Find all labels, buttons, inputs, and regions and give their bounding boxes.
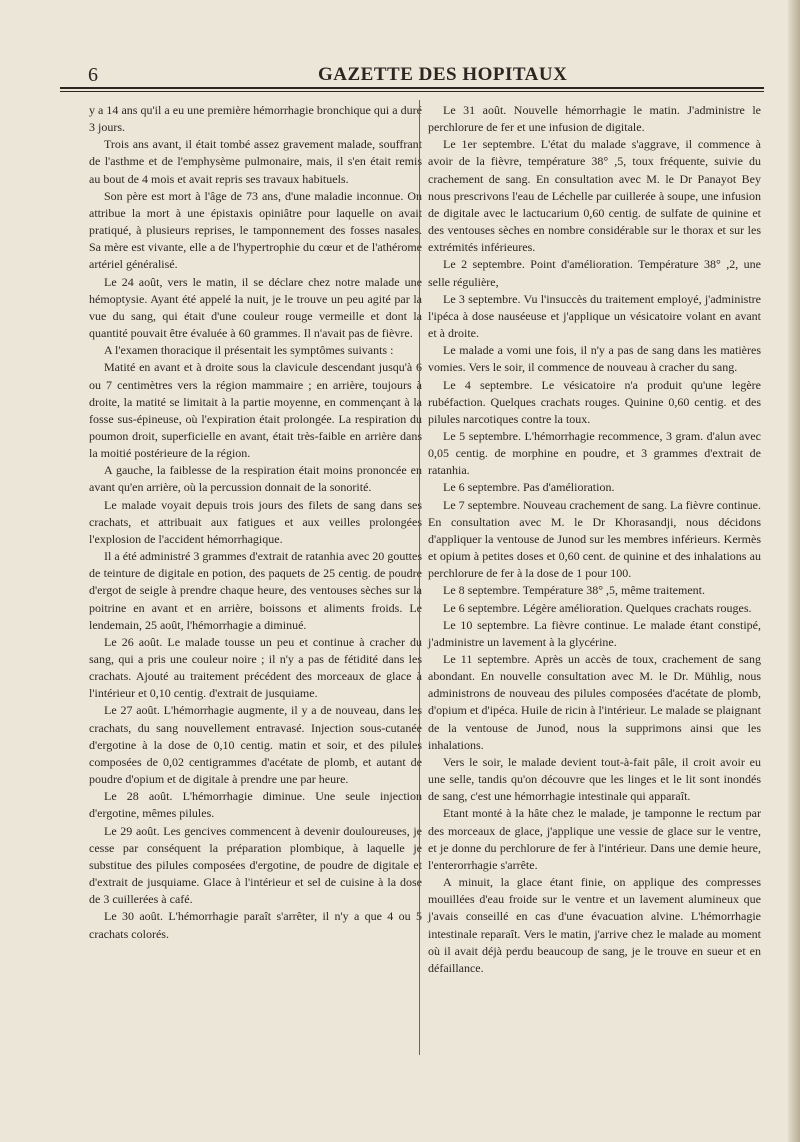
paragraph: Le 31 août. Nouvelle hémorrhagie le matin. J'administre le perchlorure de fer et une infusion de digitale. — [428, 103, 761, 135]
page-header — [60, 64, 765, 86]
paragraph: Le 3 septembre. Vu l'insuccès du traitement employé, j'administre l'ipéca à dose nauséeuse et j'applique un vésicatoire volant en avant et à droite. — [428, 291, 761, 341]
right-column — [428, 102, 761, 977]
column-divider — [419, 100, 420, 1055]
paragraph: Le 1er septembre. L'état du malade s'aggrave, il commence à avoir de la fièvre, température 38° ,5, toux fréquente, suivie du crachement de sang. En consultation avec M. le Dr Panayot Bey nous prescrivons l'eau de Léchelle par cuillerée à soupe, une infusion de digitale avec le lactucarium 0,60 centig. de sulfate de quinine et des ventouses sèches en nombre considérable sur le thorax et sur les extrémités inférieures. — [428, 137, 761, 255]
paragraph: Le 29 août. Les gencives commencent à devenir douloureuses, je cesse par conséquent la préparation plombique, à laquelle je substitue des pilules composées d'ergotine, de poudre de digitale et d'extrait de jusquiame. Glace à l'intérieur et sel de cuisine à la dose de 3 cuillerées à café. — [89, 823, 422, 907]
paragraph: Vers le soir, le malade devient tout-à-fait pâle, il croit avoir eu une selle, tandis qu'on découvre que les linges et le lit sont inondés de sang, c'est une hémorrhagie intestinale qui apparaît. — [428, 754, 761, 804]
paragraph: Le 6 septembre. Pas d'amélioration. — [443, 480, 615, 495]
paragraph: Le 27 août. L'hémorrhagie augmente, il y a de nouveau, dans les crachats, du sang nouvellement entravasé. Injection sous-cutanée d'ergotine à la dose de 0,10 centig. matin et soir, et des pilules composées de 0,02 centigrammes d'acétate de plomb, et autant de poudre d'opium et de digitale à prendre une par heure. — [89, 703, 422, 787]
paragraph: Le 24 août, vers le matin, il se déclare chez notre malade une hémoptysie. Ayant été appelé la nuit, je le trouve un peu agité par la vue du sang, qui était d'une couleur rouge vermeille et dont la quantité pouvait être évaluée à 60 grammes. Il n'avait pas de fièvre. — [89, 274, 422, 341]
page-number: 6 — [88, 64, 98, 86]
paragraph: y a 14 ans qu'il a eu une première hémorrhagie bronchique qui a duré 3 jours. — [89, 103, 422, 135]
left-column — [89, 102, 422, 943]
paragraph: Le 11 septembre. Après un accès de toux, crachement de sang abondant. En nouvelle consultation avec M. le Dr. Mühlig, nous administrons de nouveau des pilules composées d'acétate de plomb, d'opium et d'ipéca. Huile de ricin à l'intérieur. Le malade se plaignant de la ventouse de Junod, nous la supprimons ainsi que les inhalations. — [428, 652, 761, 752]
page-edge-shadow — [788, 0, 800, 1142]
paragraph: Le 5 septembre. L'hémorrhagie recommence, 3 gram. d'alun avec 0,05 centig. de morphine en poudre, et 3 grammes d'extrait de ratanhia. — [428, 428, 761, 478]
paragraph: Etant monté à la hâte chez le malade, je tamponne le rectum par des morceaux de glace, j'applique une vessie de glace sur le ventre, et je donne du perchlorure de fer à l'intérieur. Dans une demie heure, l'enterorrhagie s'arrête. — [428, 806, 761, 872]
paragraph: Le malade voyait depuis trois jours des filets de sang dans ses crachats, et attribuait aux fatigues et aux veilles prolongées l'explosion de l'accident hémorrhagique. — [89, 497, 422, 546]
paragraph: A minuit, la glace étant finie, on applique des compresses mouillées d'eau froide sur le ventre et un lavement alumineux que j'avais conseillé en cas d'une évacuation alvine. L'hémorrhagie intestinale reparaît. Vers le matin, j'arrive chez le malade au moment où il avait déjà perdu beaucoup de sang, je le trouve en sueur et en défaillance. — [428, 875, 761, 975]
paragraph: Le 26 août. Le malade tousse un peu et continue à cracher du sang, qui a pris une couleur noire ; il n'y a pas de fétidité dans les crachats. Ajouté au traitement précédent des morceaux de glace à l'intérieur et 0,10 centig. d'extrait de jusquiame. — [89, 634, 422, 701]
paragraph: Le 8 septembre. Température 38° ,5, même traitement. — [443, 583, 705, 598]
journal-title: GAZETTE DES HOPITAUX — [318, 64, 568, 85]
paragraph: Le 4 septembre. Le vésicatoire n'a produit qu'une legère rubéfaction. Quelques crachats rouges. Quinine 0,60 centig. et des pilules narcotiques contre la toux. — [428, 377, 761, 426]
paragraph: A gauche, la faiblesse de la respiration était moins prononcée en avant qu'en arrière, où la percussion donnait de la sonorité. — [89, 463, 422, 495]
header-rule-thin — [60, 91, 764, 92]
paragraph: Matité en avant et à droite sous la clavicule descendant jusqu'à 6 ou 7 centimètres vers la région mammaire ; en arrière, toujours à droite, la matité se limitait à la partie moyenne, en commençant à la fosse sus-épineuse, où l'expiration était prolongée. La respiration du poumon droit, superficielle en avant, était très-faible en arrière dans la moitié postérieure de la région. — [89, 360, 422, 461]
paragraph: Le 7 septembre. Nouveau crachement de sang. La fièvre continue. En consultation avec M. le Dr Khorasandji, nous décidons d'appliquer la ventouse de Junod sur les membres inférieurs. Kermès et opium à petites doses et 0,60 cent. de quinine et des inhalations au perchlorure de fer à la dose de 1 pour 100. — [428, 497, 761, 581]
paragraph: Le 6 septembre. Légère amélioration. Quelques crachats rouges. — [443, 600, 752, 615]
paragraph: A l'examen thoracique il présentait les symptômes suivants : — [104, 343, 394, 358]
paragraph: Trois ans avant, il était tombé assez gravement malade, souffrant de l'asthme et de l'emphysème pulmonaire, mais, il s'en était remis au bout de 4 mois et avait repris ses travaux habituels. — [89, 137, 422, 186]
paragraph: Il a été administré 3 grammes d'extrait de ratanhia avec 20 gouttes de teinture de digitale en potion, des paquets de 25 centig. de poudre d'ergot de seigle à prendre chaque heure, des ventouses sèches sur la poitrine en avant et en arrière, boissons et aliments froids. Le lendemain, 25 août, l'hémorrhagie a diminué. — [89, 549, 422, 632]
paragraph: Le 30 août. L'hémorrhagie paraît s'arrêter, il n'y a que 4 ou 5 crachats colorés. — [89, 909, 422, 941]
header-rule — [60, 87, 764, 89]
paragraph: Le 28 août. L'hémorrhagie diminue. Une seule injection d'ergotine, mêmes pilules. — [89, 789, 422, 821]
paragraph: Le 10 septembre. La fièvre continue. Le malade étant constipé, j'administre un lavement à la glycérine. — [428, 617, 761, 649]
paragraph: Le 2 septembre. Point d'amélioration. Température 38° ,2, une selle régulière, — [428, 257, 761, 289]
paragraph: Son père est mort à l'âge de 73 ans, d'une maladie inconnue. On attribue la mort à une épistaxis opiniâtre pour laquelle on avait pratiqué, à plusieurs reprises, le tamponnement des fosses nasales. Sa mère est vivante, elle a de l'hypertrophie du cœur et de l'athérome artériel généralisé. — [89, 188, 422, 272]
paragraph: Le malade a vomi une fois, il n'y a pas de sang dans les matières vomies. Vers le soir, il commence de nouveau à cracher du sang. — [428, 343, 761, 375]
